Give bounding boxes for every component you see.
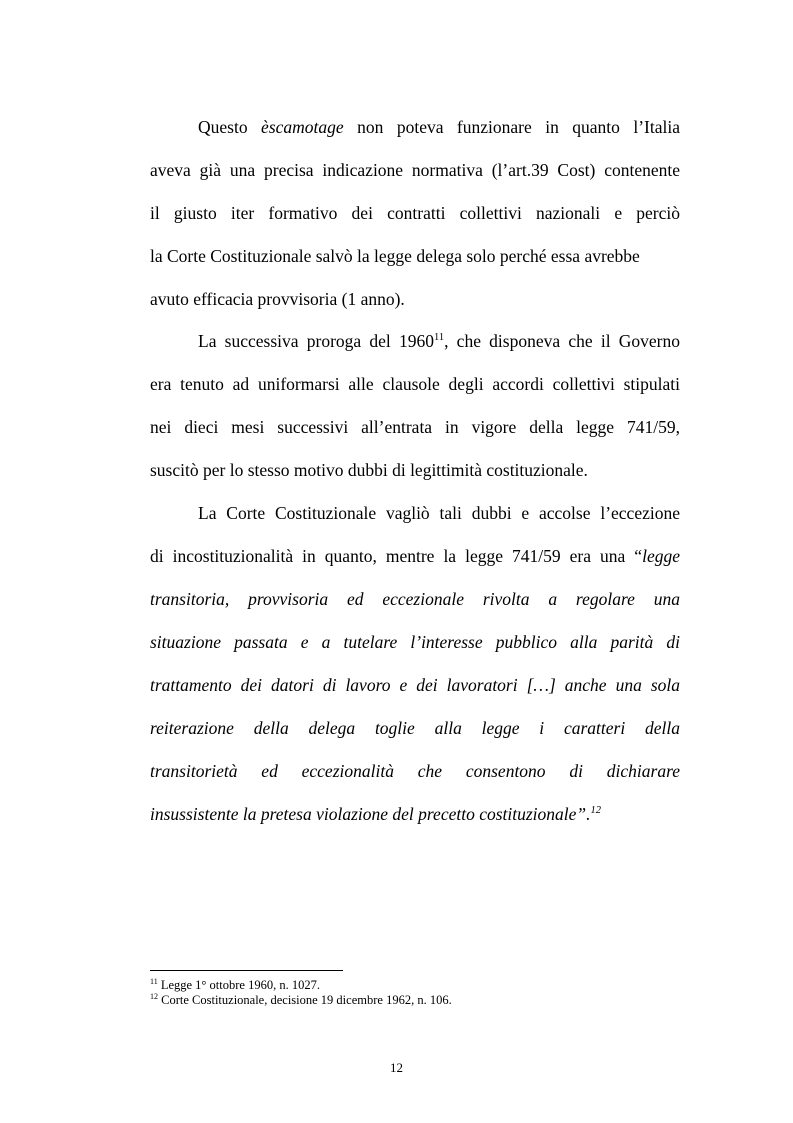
paragraph3-line6: reiterazione della delega toglie alla legge i caratteri della (150, 718, 680, 738)
paragraph1-line1: Questo èscamotage non poteva funzionare in quanto l’Italia (198, 117, 680, 137)
footnote-ref-12: 12 (590, 805, 602, 816)
paragraph3-line1: La Corte Costituzionale vagliò tali dubbi e accolse l’eccezione (198, 503, 680, 523)
paragraph3-line5: trattamento dei datori di lavoro e dei lavoratori […] anche una sola (150, 675, 680, 695)
paragraph1-line4: la Corte Costituzionale salvò la legge delega solo perché essa avrebbe (150, 246, 640, 266)
paragraph2-line3: nei dieci mesi successivi all’entrata in vigore della legge 741/59, (150, 417, 680, 437)
footnote-12-marker: 12 (150, 992, 158, 1001)
paragraph3-line8: insussistente la pretesa violazione del precetto costituzionale”.$^{12}$ (150, 804, 602, 824)
paragraph2-line2: era tenuto ad uniformarsi alle clausole degli accordi collettivi stipulati (150, 374, 680, 394)
paragraph3-line7: transitorietà ed eccezionalità che consentono di dichiarare (150, 761, 680, 781)
page-number: 12 (390, 1060, 403, 1075)
footnote-separator (150, 970, 343, 971)
paragraph1-line3: il giusto iter formativo dei contratti collettivi nazionali e perciò (150, 203, 680, 223)
footnote-12-text: Corte Costituzionale, decisione 19 dicembre 1962, n. 106. (161, 993, 452, 1007)
paragraph1-line5: avuto efficacia provvisoria (1 anno). (150, 289, 405, 309)
footnote-12 (150, 993, 452, 1007)
footnote-11 (150, 978, 320, 992)
paragraph3-line3: transitoria, provvisoria ed eccezionale rivolta a regolare una (150, 589, 680, 609)
paragraph2-line1: La successiva proroga del 1960$^{11}$, che disponeva che il Governo (198, 331, 681, 351)
paragraph3-line4: situazione passata e a tutelare l’interesse pubblico alla parità di (150, 632, 680, 652)
footnote-ref-11: 11 (433, 332, 445, 343)
footnote-11-text: Legge 1° ottobre 1960, n. 1027. (160, 978, 320, 992)
paragraph1-line2: aveva già una precisa indicazione normativa (l’art.39 Cost) contenente (150, 160, 680, 180)
footnote-11-marker: 11 (150, 977, 158, 986)
paragraph2-line4: suscitò per lo stesso motivo dubbi di legittimità costituzionale. (150, 460, 588, 480)
paragraph3-line2: di incostituzionalità in quanto, mentre la legge 741/59 era una “legge (150, 546, 680, 566)
